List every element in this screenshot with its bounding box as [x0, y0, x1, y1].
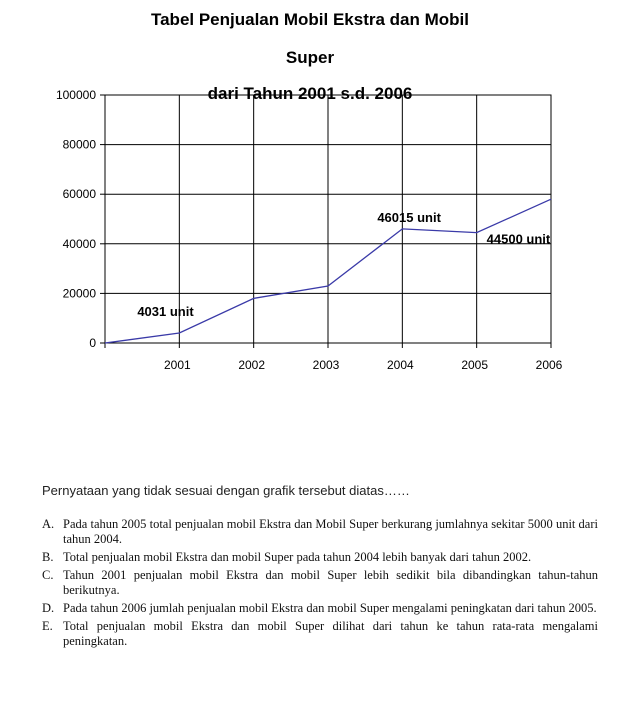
option-c[interactable]: [42, 568, 598, 598]
chart-title-line-2: Super: [285, 48, 335, 67]
y-tick-label: 100000: [55, 88, 96, 102]
option-text: Total penjualan mobil Ekstra dan mobil Super pada tahun 2004 lebih banyak dari tahun 2002.: [63, 550, 532, 564]
x-tick-label: 2006: [535, 358, 563, 372]
x-tick-label: 2005: [461, 358, 489, 372]
data-label: 44500 unit: [486, 231, 551, 247]
option-letter: A.: [42, 517, 55, 531]
option-text: Tahun 2001 penjualan mobil Ekstra dan mobil Super lebih sedikit bila dibandingkan tahun-tahun berikutnya.: [63, 568, 598, 597]
option-a[interactable]: [42, 517, 598, 547]
option-letter: E.: [42, 619, 53, 633]
data-label: 4031 unit: [137, 304, 194, 320]
data-label: 46015 unit: [377, 209, 441, 225]
option-text: Total penjualan mobil Ekstra dan mobil Super dilihat dari tahun ke tahun rata-rata mengalami peningkatan.: [63, 619, 598, 648]
chart-tick-labels: [56, 88, 563, 372]
x-tick-label: 2001: [163, 358, 191, 372]
chart-title-line-1: Tabel Penjualan Mobil Ekstra dan Mobil: [150, 10, 469, 29]
y-tick-label: 0: [89, 336, 96, 350]
y-tick-label: 20000: [62, 286, 96, 301]
question-text: Pernyataan yang tidak sesuai dengan grafik tersebut diatas……: [42, 483, 410, 498]
x-tick-label: 2002: [238, 358, 266, 372]
chart-title-line-3: dari Tahun 2001 s.d. 2006: [207, 84, 413, 103]
option-text: Pada tahun 2005 total penjualan mobil Ekstra dan Mobil Super berkurang jumlahnya sekitar 5000 unit dari tahun 2004.: [63, 517, 598, 546]
y-tick-label: 80000: [62, 137, 96, 152]
option-d[interactable]: [42, 601, 598, 616]
chart-data-labels: [137, 210, 551, 319]
option-b[interactable]: [42, 550, 598, 565]
option-letter: C.: [42, 568, 54, 582]
y-tick-label: 60000: [62, 187, 96, 202]
y-tick-label: 40000: [62, 236, 96, 251]
x-tick-label: 2003: [312, 358, 340, 372]
option-letter: B.: [42, 550, 54, 564]
option-e[interactable]: [42, 619, 598, 649]
option-text: Pada tahun 2006 jumlah penjualan mobil Ekstra dan mobil Super mengalami peningkatan dari tahun 2005.: [63, 601, 597, 615]
option-letter: D.: [42, 601, 55, 615]
answer-options: [42, 517, 598, 652]
x-tick-label: 2004: [386, 358, 414, 372]
